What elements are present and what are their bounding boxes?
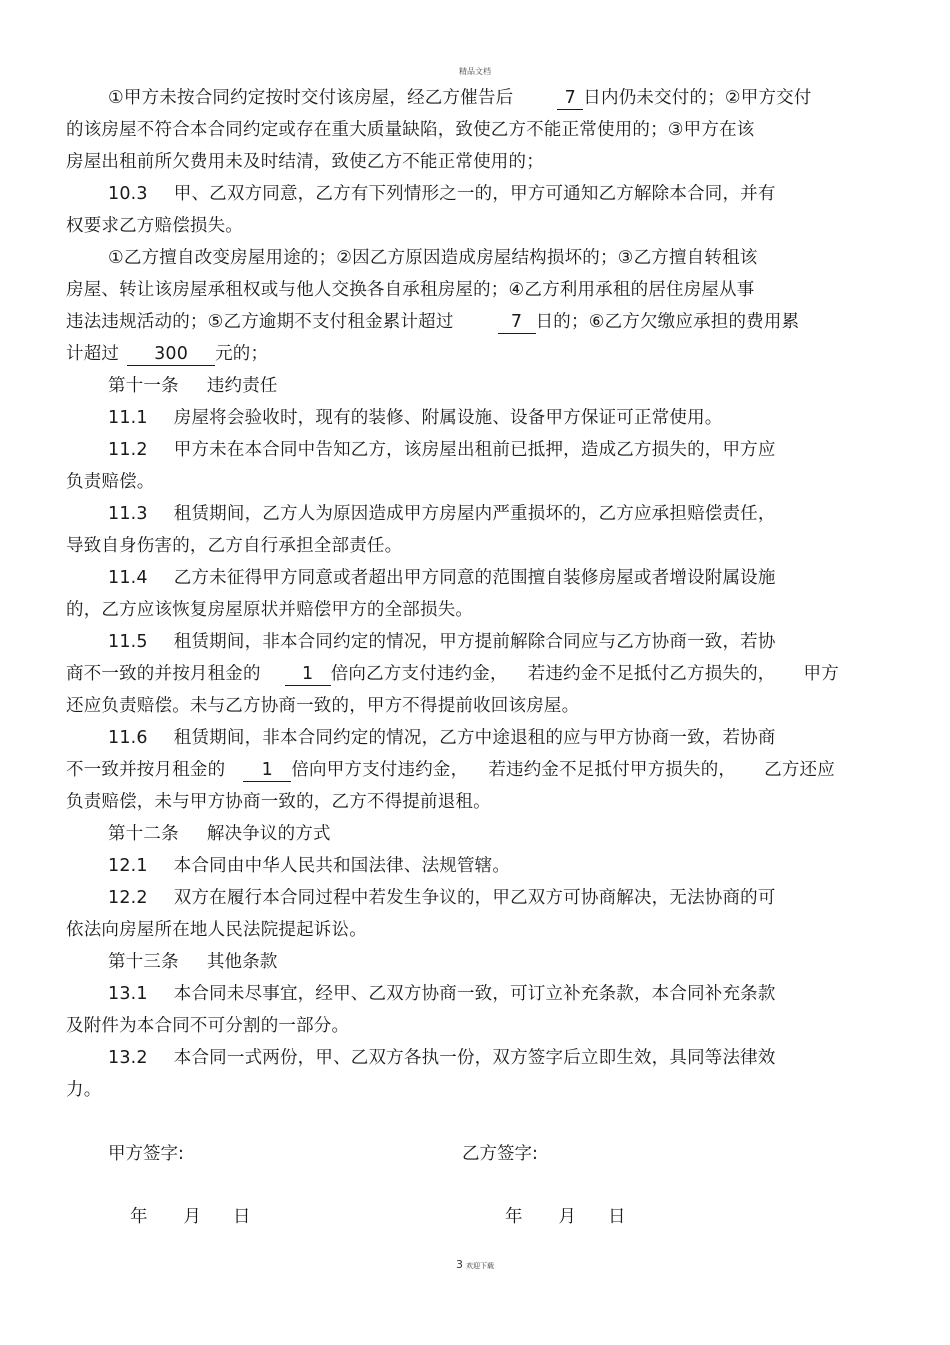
clause-10-2-line-1: ①甲方未按合同约定按时交付该房屋，经乙方催告后 7 日内仍未交付的；②甲方交付 xyxy=(108,88,812,108)
fill-in-multiple: 1 xyxy=(243,759,291,782)
clause-11-6-line-1: 11.6 租赁期间，非本合同约定的情况，乙方中途退租的应与甲方协商一致，若协商 xyxy=(108,728,776,748)
day-label: 日 xyxy=(233,1207,251,1227)
clause-13-2-line-2: 力。 xyxy=(66,1080,102,1100)
clause-number: 12.1 xyxy=(108,856,148,876)
party-a-date xyxy=(130,1205,251,1229)
clause-number: 11.1 xyxy=(108,408,148,428)
clause-10-2-line-2: 的该房屋不符合本合同约定或存在重大质量缺陷，致使乙方不能正常使用的；③甲方在该 xyxy=(66,120,755,140)
clause-10-3-item-1: ①乙方擅自改变房屋用途的；②因乙方原因造成房屋结构损坏的；③乙方擅自转租该 xyxy=(108,248,758,268)
clause-11-3-line-2: 导致自身伤害的，乙方自行承担全部责任。 xyxy=(66,536,403,556)
clause-11-2-line-1: 11.2 甲方未在本合同中告知乙方，该房屋出租前已抵押，造成乙方损失的，甲方应 xyxy=(108,440,776,460)
page-number: 3 xyxy=(456,1258,463,1271)
footer-note: 欢迎下载 xyxy=(466,1262,494,1270)
party-a-signature-label: 甲方签字: xyxy=(108,1144,184,1164)
clause-number: 13.2 xyxy=(108,1048,148,1068)
clause-10-3-item-2: 房屋、转让该房屋承租权或与他人交换各自承租房屋的；④乙方利用承租的居住房屋从事 xyxy=(66,280,755,300)
article-13-title: 第十三条 其他条款 xyxy=(108,952,278,972)
year-label: 年 xyxy=(505,1207,523,1227)
clause-13-1-line-2: 及附件为本合同不可分割的一部分。 xyxy=(66,1016,350,1036)
clause-number: 11.2 xyxy=(108,440,148,460)
clause-11-6-line-2: 不一致并按月租金的 1 倍向甲方支付违约金， 若违约金不足抵付甲方损失的， 乙方还应 xyxy=(66,760,835,780)
page-footer xyxy=(0,1258,950,1271)
clause-11-6-line-3: 负责赔偿，未与甲方协商一致的，乙方不得提前退租。 xyxy=(66,792,491,812)
fill-in-multiple: 1 xyxy=(285,663,331,686)
fill-in-days: 7 xyxy=(498,311,536,334)
month-label: 月 xyxy=(183,1207,201,1227)
year-label: 年 xyxy=(130,1207,148,1227)
month-label: 月 xyxy=(558,1207,576,1227)
clause-number: 11.5 xyxy=(108,632,148,652)
clause-11-5-line-3: 还应负责赔偿。未与乙方协商一致的，甲方不得提前收回该房屋。 xyxy=(66,696,580,716)
clause-11-5-line-1: 11.5 租赁期间，非本合同约定的情况，甲方提前解除合同应与乙方协商一致，若协 xyxy=(108,632,776,652)
clause-12-2-line-2: 依法向房屋所在地人民法院提起诉讼。 xyxy=(66,920,367,940)
clause-11-5-line-2: 商不一致的并按月租金的 1 倍向乙方支付违约金， 若违约金不足抵付乙方损失的， 甲方 xyxy=(66,664,839,684)
clause-11-3-line-1: 11.3 租赁期间，乙方人为原因造成甲方房屋内严重损坏的，乙方应承担赔偿责任， xyxy=(108,504,776,524)
clause-11-4-line-2: 的，乙方应该恢复房屋原状并赔偿甲方的全部损失。 xyxy=(66,600,474,620)
fill-in-amount: 300 xyxy=(127,343,215,366)
party-b-date xyxy=(505,1205,626,1229)
fill-in-days: 7 xyxy=(557,87,583,110)
clause-number: 11.3 xyxy=(108,504,148,524)
page-header: 精品文档 xyxy=(459,67,491,76)
clause-number: 11.4 xyxy=(108,568,148,588)
clause-10-3-item-4: 计超过 300 元的； xyxy=(66,344,269,364)
clause-13-1-line-1: 13.1 本合同未尽事宜，经甲、乙双方协商一致，可订立补充条款，本合同补充条款 xyxy=(108,984,776,1004)
clause-11-1: 11.1 房屋将会验收时，现有的装修、附属设施、设备甲方保证可正常使用。 xyxy=(108,408,723,428)
clause-13-2-line-1: 13.2 本合同一式两份，甲、乙双方各执一份，双方签字后立即生效，具同等法律效 xyxy=(108,1048,776,1068)
clause-11-4-line-1: 11.4 乙方未征得甲方同意或者超出甲方同意的范围擅自装修房屋或者增设附属设施 xyxy=(108,568,776,588)
clause-number: 12.2 xyxy=(108,888,148,908)
article-12-title: 第十二条 解决争议的方式 xyxy=(108,824,331,844)
clause-10-2-line-3: 房屋出租前所欠费用未及时结清，致使乙方不能正常使用的； xyxy=(66,152,544,172)
clause-11-2-line-2: 负责赔偿。 xyxy=(66,472,155,492)
clause-number: 11.6 xyxy=(108,728,148,748)
clause-number: 10.3 xyxy=(108,184,148,204)
clause-10-3-line-1: 10.3 甲、乙双方同意，乙方有下列情形之一的，甲方可通知乙方解除本合同，并有 xyxy=(108,184,776,204)
article-11-title: 第十一条 违约责任 xyxy=(108,376,278,396)
clause-number: 13.1 xyxy=(108,984,148,1004)
clause-10-3-item-3: 违法违规活动的；⑤乙方逾期不支付租金累计超过 7 日的；⑥乙方欠缴应承担的费用累 xyxy=(66,312,800,332)
clause-10-3-line-2: 权要求乙方赔偿损失。 xyxy=(66,216,243,236)
day-label: 日 xyxy=(608,1207,626,1227)
clause-12-1: 12.1 本合同由中华人民共和国法律、法规管辖。 xyxy=(108,856,511,876)
clause-12-2-line-1: 12.2 双方在履行本合同过程中若发生争议的，甲乙双方可协商解决，无法协商的可 xyxy=(108,888,776,908)
party-b-signature-label: 乙方签字: xyxy=(462,1144,538,1164)
